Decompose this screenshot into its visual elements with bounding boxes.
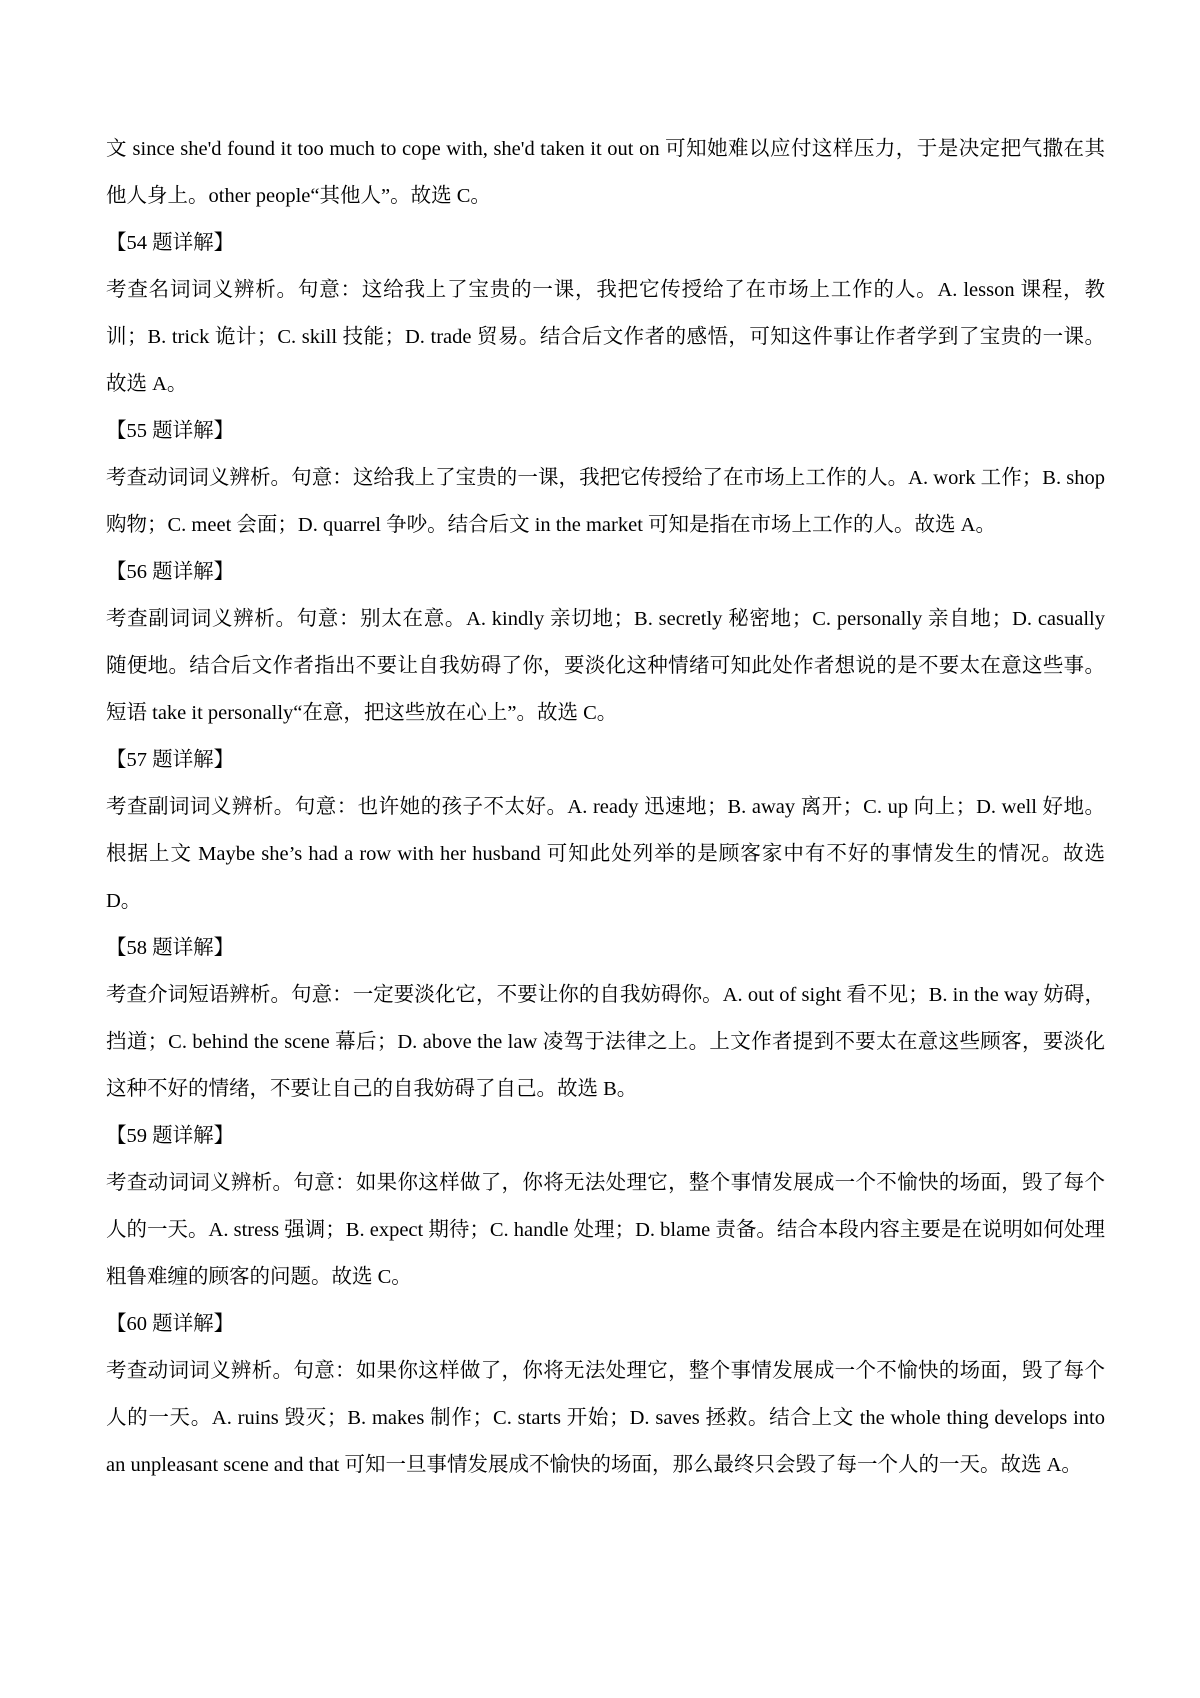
section-body-q54: 考查名词词义辨析。句意：这给我上了宝贵的一课，我把它传授给了在市场上工作的人。A. lesson 课程，教训；B. trick 诡计；C. skill 技能；D. trade 贸易。结合后文作者的感悟，可知这件事让作者学到了宝贵的一课。故选 A。: [106, 279, 1105, 395]
section-heading-q59: 【59 题详解】: [106, 1125, 235, 1147]
section-heading-q55: 【55 题详解】: [106, 420, 235, 442]
section-q59: [106, 1113, 1105, 1301]
section-q58: [106, 925, 1105, 1113]
section-body-q59: 考查动词词义辨析。句意：如果你这样做了，你将无法处理它，整个事情发展成一个不愉快的场面，毁了每个人的一天。A. stress 强调；B. expect 期待；C. handle 处理；D. blame 责备。结合本段内容主要是在说明如何处理粗鲁难缠的顾客的问题。故选 C。: [106, 1172, 1105, 1288]
section-q56: [106, 549, 1105, 737]
section-body-q55: 考查动词词义辨析。句意：这给我上了宝贵的一课，我把它传授给了在市场上工作的人。A. work 工作；B. shop 购物；C. meet 会面；D. quarrel 争吵。结合后文 in the market 可知是指在市场上工作的人。故选 A。: [106, 467, 1105, 536]
section-q55: [106, 408, 1105, 549]
section-heading-q57: 【57 题详解】: [106, 749, 235, 771]
section-body-q60: 考查动词词义辨析。句意：如果你这样做了，你将无法处理它，整个事情发展成一个不愉快的场面，毁了每个人的一天。A. ruins 毁灭；B. makes 制作；C. starts 开始；D. saves 拯救。结合上文 the whole thing develops into an unpleasant scene and that 可知一旦事情发展成不愉快的场面，那么最终只会毁了每一个人的一天。故选 A。: [106, 1360, 1105, 1476]
section-body-q56: 考查副词词义辨析。句意：别太在意。A. kindly 亲切地；B. secretly 秘密地；C. personally 亲自地；D. casually 随便地。结合后文作者指出不要让自我妨碍了你，要淡化这种情绪可知此处作者想说的是不要太在意这些事。短语 take it personally“在意，把这些放在心上”。故选 C。: [106, 608, 1105, 724]
section-heading-q60: 【60 题详解】: [106, 1313, 235, 1335]
section-heading-q58: 【58 题详解】: [106, 937, 235, 959]
section-q57: [106, 737, 1105, 925]
section-body-q57: 考查副词词义辨析。句意：也许她的孩子不太好。A. ready 迅速地；B. away 离开；C. up 向上；D. well 好地。根据上文 Maybe she’s had a row with her husband 可知此处列举的是顾客家中有不好的事情发生的情况。故选 D。: [106, 796, 1105, 912]
section-body-q58: 考查介词短语辨析。句意：一定要淡化它，不要让你的自我妨碍你。A. out of sight 看不见；B. in the way 妨碍，挡道；C. behind the scene 幕后；D. above the law 凌驾于法律之上。上文作者提到不要太在意这些顾客，要淡化这种不好的情绪，不要让自己的自我妨碍了自己。故选 B。: [106, 984, 1105, 1100]
section-heading-q56: 【56 题详解】: [106, 561, 235, 583]
section-heading-q54: 【54 题详解】: [106, 232, 235, 254]
section-q54: [106, 220, 1105, 408]
paragraph-continuation: 文 since she'd found it too much to cope with, she'd taken it out on 可知她难以应付这样压力，于是决定把气撒在其他人身上。other people“其他人”。故选 C。: [106, 138, 1105, 207]
section-q60: [106, 1301, 1105, 1489]
